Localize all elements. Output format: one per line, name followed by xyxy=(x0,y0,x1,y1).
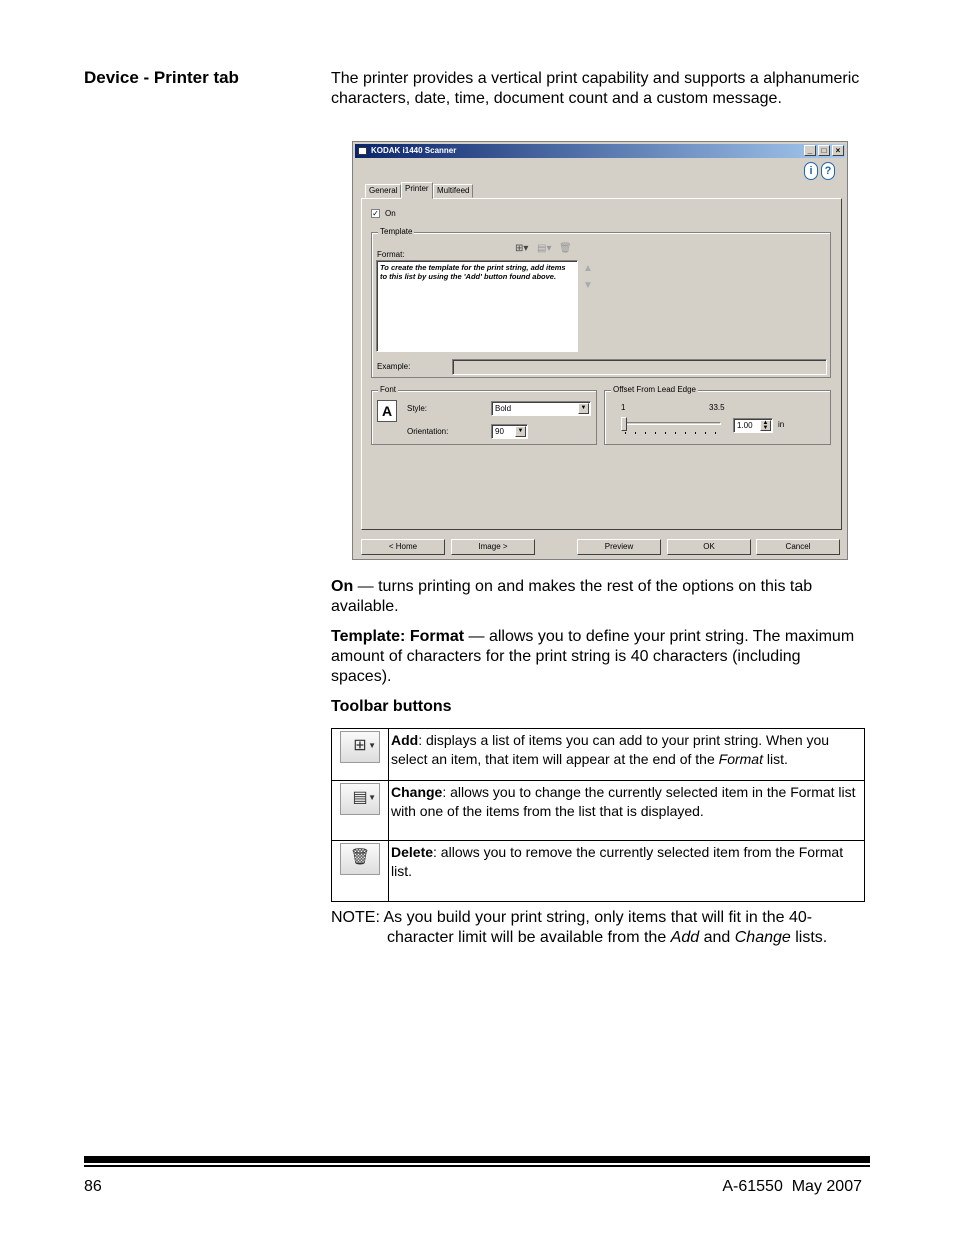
add-icon: ⊞ ▼ xyxy=(340,731,380,763)
table-cell xyxy=(332,729,389,781)
template-group-label: Template xyxy=(380,227,413,236)
table-row xyxy=(332,729,865,781)
font-group-label: Font xyxy=(380,385,397,394)
document-id: A-61550 May 2007 xyxy=(722,1178,862,1195)
change-text: : allows you to change the currently selected item in the Format list with one of the items from the list that is displayed. xyxy=(391,784,856,819)
offset-group-label: Offset From Lead Edge xyxy=(613,385,697,394)
note-text-1: As you build your print string, only items that will fit in the 40- xyxy=(379,909,813,926)
add-icon[interactable]: ⊞▾ xyxy=(515,243,529,254)
spinner-icon[interactable]: ▲ ▼ xyxy=(760,420,771,431)
delete-text: : allows you to remove the currently selected item from the Format list. xyxy=(391,844,844,879)
toolbar-table xyxy=(331,728,865,902)
move-up-icon[interactable]: ▲ xyxy=(583,263,593,274)
table-cell xyxy=(332,781,389,841)
chevron-down-icon[interactable]: ▼ xyxy=(515,426,526,437)
offset-slider-track[interactable] xyxy=(623,422,721,425)
tab-multifeed[interactable]: Multifeed xyxy=(433,184,473,198)
add-term: Add xyxy=(391,732,419,748)
on-text: — turns printing on and makes the rest of the options on this tab available. xyxy=(331,578,813,615)
maximize-button[interactable]: □ xyxy=(818,145,830,156)
note-text-2: character limit will be available from the xyxy=(387,929,671,946)
change-icon: ▤ ▼ xyxy=(340,783,380,815)
add-italic: Format xyxy=(718,751,763,767)
move-down-icon[interactable]: ▼ xyxy=(583,280,593,291)
add-text-end: list. xyxy=(762,751,788,767)
preview-button[interactable]: Preview xyxy=(577,539,661,555)
style-label: Style: xyxy=(407,404,428,413)
on-label: On xyxy=(385,209,396,218)
example-label: Example: xyxy=(377,362,411,371)
offset-unit: in xyxy=(778,420,785,429)
dialog-title: KODAK i1440 Scanner xyxy=(371,146,457,155)
page-number: 86 xyxy=(84,1178,102,1195)
note-prefix: NOTE: xyxy=(331,909,380,926)
format-term: Template: Format xyxy=(331,628,465,645)
delete-icon[interactable]: 🗑 xyxy=(559,243,572,254)
trash-icon: 🗑 xyxy=(340,843,380,875)
minimize-button[interactable]: _ xyxy=(804,145,816,156)
section-title: Device - Printer tab xyxy=(84,68,239,87)
scanner-dialog xyxy=(352,141,848,560)
close-button[interactable]: × xyxy=(832,145,844,156)
on-checkbox[interactable]: ✓ xyxy=(372,209,379,218)
format-description xyxy=(331,627,861,687)
offset-group xyxy=(604,385,831,445)
font-icon: A xyxy=(377,400,397,422)
note-end: lists. xyxy=(790,929,828,946)
table-cell xyxy=(332,841,389,902)
footer-rule-thin xyxy=(84,1165,870,1167)
tab-printer[interactable]: Printer xyxy=(401,182,433,199)
add-text: : displays a list of items you can add to your print string. When you select an item, that item will appear at the end of the xyxy=(391,732,830,767)
orientation-value: 90 xyxy=(495,427,504,436)
table-cell xyxy=(389,729,865,781)
offset-min-label: 1 xyxy=(621,403,626,412)
home-button[interactable]: < Home xyxy=(361,539,445,555)
cancel-button[interactable]: Cancel xyxy=(756,539,840,555)
on-description xyxy=(331,577,861,617)
intro-paragraph: The printer provides a vertical print capability and supports a alphanumeric characters, date, time, document count and a custom message. xyxy=(331,70,860,107)
font-group xyxy=(371,385,597,445)
app-icon xyxy=(358,147,367,155)
offset-input[interactable] xyxy=(733,418,773,433)
toolbar-heading: Toolbar buttons xyxy=(331,698,452,715)
style-combo[interactable] xyxy=(491,401,591,416)
offset-max-label: 33.5 xyxy=(709,403,725,412)
delete-term: Delete xyxy=(391,844,434,860)
ok-button[interactable]: OK xyxy=(667,539,751,555)
slider-ticks xyxy=(625,432,721,434)
offset-value: 1.00 xyxy=(737,421,753,430)
orientation-label: Orientation: xyxy=(407,427,449,436)
info-icon[interactable]: i xyxy=(804,162,818,180)
note xyxy=(331,908,866,948)
chevron-down-icon[interactable]: ▼ xyxy=(578,403,589,414)
orientation-combo[interactable] xyxy=(491,424,528,439)
note-and: and xyxy=(699,929,735,946)
note-change: Change xyxy=(734,929,791,946)
table-cell xyxy=(389,781,865,841)
tab-general[interactable]: General xyxy=(365,184,401,198)
style-value: Bold xyxy=(495,404,512,413)
format-text: — allows you to define your print string. The maximum amount of characters for the print string is 40 characters (including spaces). xyxy=(331,628,855,685)
note-add: Add xyxy=(670,929,700,946)
table-cell xyxy=(389,841,865,902)
change-term: Change xyxy=(391,784,443,800)
dialog-titlebar xyxy=(355,144,845,158)
footer-rule xyxy=(84,1156,870,1163)
image-button[interactable]: Image > xyxy=(451,539,535,555)
on-term: On xyxy=(331,578,354,595)
format-label: Format: xyxy=(377,250,405,259)
example-field xyxy=(452,359,827,375)
offset-slider-handle[interactable] xyxy=(621,417,627,431)
table-row xyxy=(332,841,865,902)
format-list[interactable]: To create the template for the print string, add items to this list by using the 'Add' button found above. xyxy=(376,260,578,352)
help-icon[interactable]: ? xyxy=(821,162,835,180)
change-icon[interactable]: ▤▾ xyxy=(537,243,552,254)
table-row xyxy=(332,781,865,841)
